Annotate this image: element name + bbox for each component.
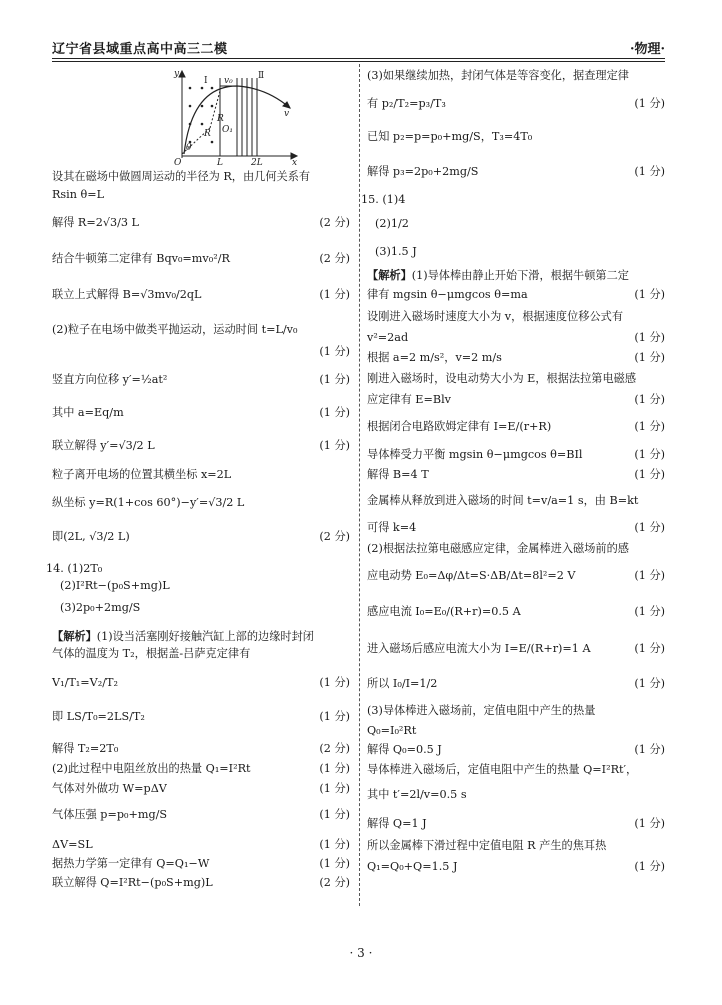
score: (1 分) [319, 345, 350, 358]
score: (1 分) [319, 857, 350, 870]
score: (2 分) [319, 530, 350, 543]
score: (1 分) [634, 448, 665, 461]
score: (1 分) [319, 439, 350, 452]
exam-title: 辽宁省县域重点高中高三二模 [52, 42, 228, 57]
score: (1 分) [634, 165, 665, 178]
score: (1 分) [319, 288, 350, 301]
subject-label: ·物理· [629, 42, 665, 57]
header-rule-top [52, 58, 665, 59]
fig-label-r1: R [204, 129, 211, 139]
header-rule-bottom [52, 61, 665, 62]
score: (1 分) [319, 710, 350, 723]
score: (1 分) [634, 288, 665, 301]
score: (2 分) [319, 742, 350, 755]
score: (1 分) [634, 642, 665, 655]
score: (1 分) [634, 860, 665, 873]
analysis-tag: 【解析】 [52, 629, 97, 643]
magnetic-field-figure [162, 66, 302, 166]
score: (1 分) [319, 676, 350, 689]
score: (1 分) [634, 605, 665, 618]
fig-label-L: L [217, 158, 223, 166]
score: (2 分) [319, 876, 350, 889]
score: (1 分) [634, 393, 665, 406]
score: (1 分) [634, 351, 665, 364]
fig-label-v0: v₀ [224, 76, 233, 86]
analysis-tag: 【解析】 [367, 268, 412, 282]
score: (1 分) [319, 406, 350, 419]
score: (1 分) [319, 808, 350, 821]
score: (1 分) [634, 743, 665, 756]
fig-label-region-1: Ⅰ [204, 76, 208, 86]
fig-label-2L: 2L [251, 158, 263, 166]
score: (1 分) [634, 420, 665, 433]
score: (1 分) [319, 782, 350, 795]
score: (1 分) [634, 97, 665, 110]
fig-label-v: v [284, 109, 290, 119]
score: (1 分) [634, 521, 665, 534]
column-divider [359, 64, 360, 906]
score: (2 分) [319, 216, 350, 229]
fig-label-r2: R [217, 114, 224, 124]
fig-label-y: y [174, 69, 180, 79]
score: (1 分) [634, 569, 665, 582]
score: (1 分) [634, 817, 665, 830]
fig-label-region-2: Ⅱ [258, 71, 265, 81]
page-number: · 3 · [349, 946, 373, 960]
fig-label-origin: O [174, 158, 182, 166]
score: (1 分) [634, 331, 665, 344]
fig-label-o1: O₁ [222, 125, 233, 135]
fig-label-theta: θ [186, 143, 192, 153]
score: (1 分) [319, 762, 350, 775]
score: (1 分) [634, 677, 665, 690]
page-header [52, 36, 665, 56]
fig-label-x: x [292, 158, 298, 166]
score: (1 分) [319, 373, 350, 386]
score: (1 分) [319, 838, 350, 851]
score: (1 分) [634, 468, 665, 481]
score: (2 分) [319, 252, 350, 265]
